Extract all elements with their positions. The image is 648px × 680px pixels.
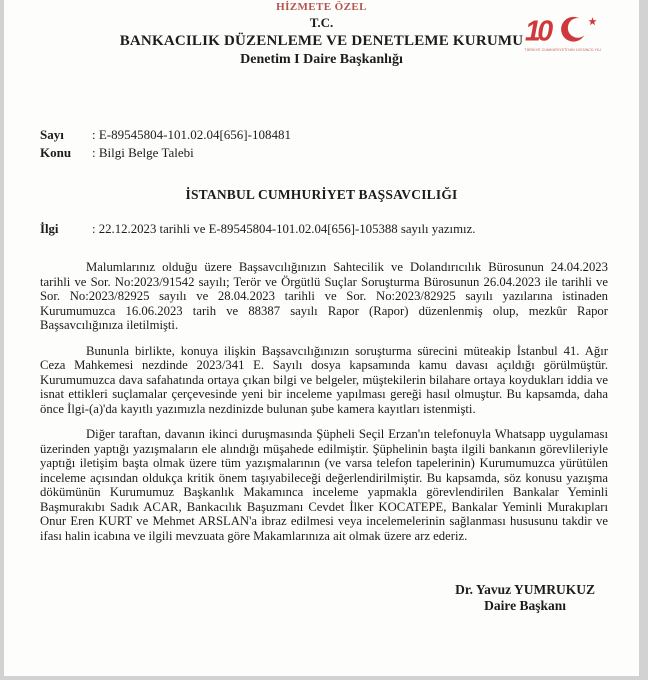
body-paragraph-1: Malumlarınız olduğu üzere Başsavcılığınızın Sahtecilik ve Dolandırıcılık Bürosunun 24.04.2023 tarihli ve Sor. No:2023/91542 sayılı; Terör ve Örgütlü Suçlar Soruşturma Bürosunun 26.04.2023 ile tarihli ve Sor. No:2023/82925 sayılı ve 28.04.2023 tarihli ve Sor. No:2023/82925 sayılı yazılarına istinaden Kurumumuzca 16.06.2023 tarih ve 88387 sayılı Rapor (Rapor) düzenlenmiş olup, mezkûr Rapor Başsavcılığınıza iletilmişti. bbox=[40, 260, 608, 332]
star-icon bbox=[588, 17, 596, 25]
ilgi-row bbox=[40, 222, 609, 237]
logo-digit-one: 1 bbox=[524, 15, 541, 48]
document-page bbox=[4, 0, 639, 676]
sayi-value: : E-89545804-101.02.04[656]-108481 bbox=[92, 127, 291, 142]
logo-digit-zero: 0 bbox=[537, 15, 554, 48]
department-name: Denetim I Daire Başkanlığı bbox=[240, 52, 403, 67]
letter-body bbox=[40, 260, 608, 554]
konu-value: : Bilgi Belge Talebi bbox=[92, 145, 194, 160]
ilgi-label: İlgi bbox=[40, 222, 59, 236]
signer-name: Dr. Yavuz YUMRUKUZ bbox=[455, 582, 595, 597]
body-paragraph-3: Diğer taraftan, davanın ikinci duruşmasında Şüpheli Seçil Erzan'ın telefonuyla Whatsapp uygulaması üzerinden yaptığı yazışmaların ele alındığı müşahede edilmiştir. Şüphelinin başta ilgili bankanın görevlileriyle yaptığı iletişim başta olmak üzere tüm yazışmalarının (ve varsa telefon tapelerinin) Kurumumuzca yürütülen inceleme açısından oldukça kritik önem taşıyabileceği değerlendirilmiştir. Bu kapsamda, söz konusu yazışma dökümünün Kurumumuz Başkanlık Makamınca inceleme yapmakla görevlendirilen Bankalar Yeminli Başmurakıbı Sadık ACAR, Bankacılık Başuzmanı Cevdet İlker KOCATEPE, Bankalar Yeminli Murakıpları Onur Eren KURT ve Mehmet ARSLAN'a ibraz edilmesi veya incelemelerinin sağlanması hususunu takdir ve ifası halin icabına ve ilgili mevzuata göre Makamlarınıza ait olmak üzere arz ederiz. bbox=[40, 427, 608, 543]
sayi-row bbox=[40, 126, 291, 144]
document-meta bbox=[40, 126, 291, 162]
konu-label: Konu bbox=[40, 145, 72, 160]
body-paragraph-2: Bununla birlikte, konuya ilişkin Başsavcılığınızın soruşturma sürecini müteakip İstanbul 41. Ağır Ceza Mahkemesi nezdinde 2023/341 E. Sayılı dosya kapsamında kamu davası açıldığı görülmüştür. Kurumumuzca dava safahatında ortaya çıkan bilgi ve belgeler, müştekilerin bilahare ortaya koydukları iddia ve isnat ettikleri suçlamalar çerçevesinde yeni bir inceleme yapılması gereği hasıl olmuştur. Bu kapsamda, daha önce İlgi-(a)'da kayıtlı yazımızla nezdinizde bulunan şube kamera kayıtları istenmişti. bbox=[40, 343, 608, 416]
state-title: T.C. bbox=[309, 15, 334, 30]
classification-marking: HİZMETE ÖZEL bbox=[276, 1, 367, 13]
turkiye-100th-year-logo-icon bbox=[523, 11, 603, 57]
institution-name: BANKACILIK DÜZENLEME VE DENETLEME KURUMU bbox=[119, 33, 524, 49]
konu-row bbox=[40, 144, 291, 162]
crescent-icon bbox=[561, 17, 588, 42]
ilgi-value: : 22.12.2023 tarihli ve E-89545804-101.02.04[656]-105388 sayılı yazımız. bbox=[92, 222, 476, 236]
sayi-label: Sayı bbox=[40, 127, 64, 142]
signature-block bbox=[455, 582, 595, 614]
logo-caption: TÜRKİYE CUMHURİYETİ'NİN 100'ÜNCÜ YILI bbox=[524, 48, 602, 53]
signer-title: Daire Başkanı bbox=[484, 598, 566, 613]
recipient-title: İSTANBUL CUMHURİYET BAŞSAVCILIĞI bbox=[185, 187, 458, 202]
